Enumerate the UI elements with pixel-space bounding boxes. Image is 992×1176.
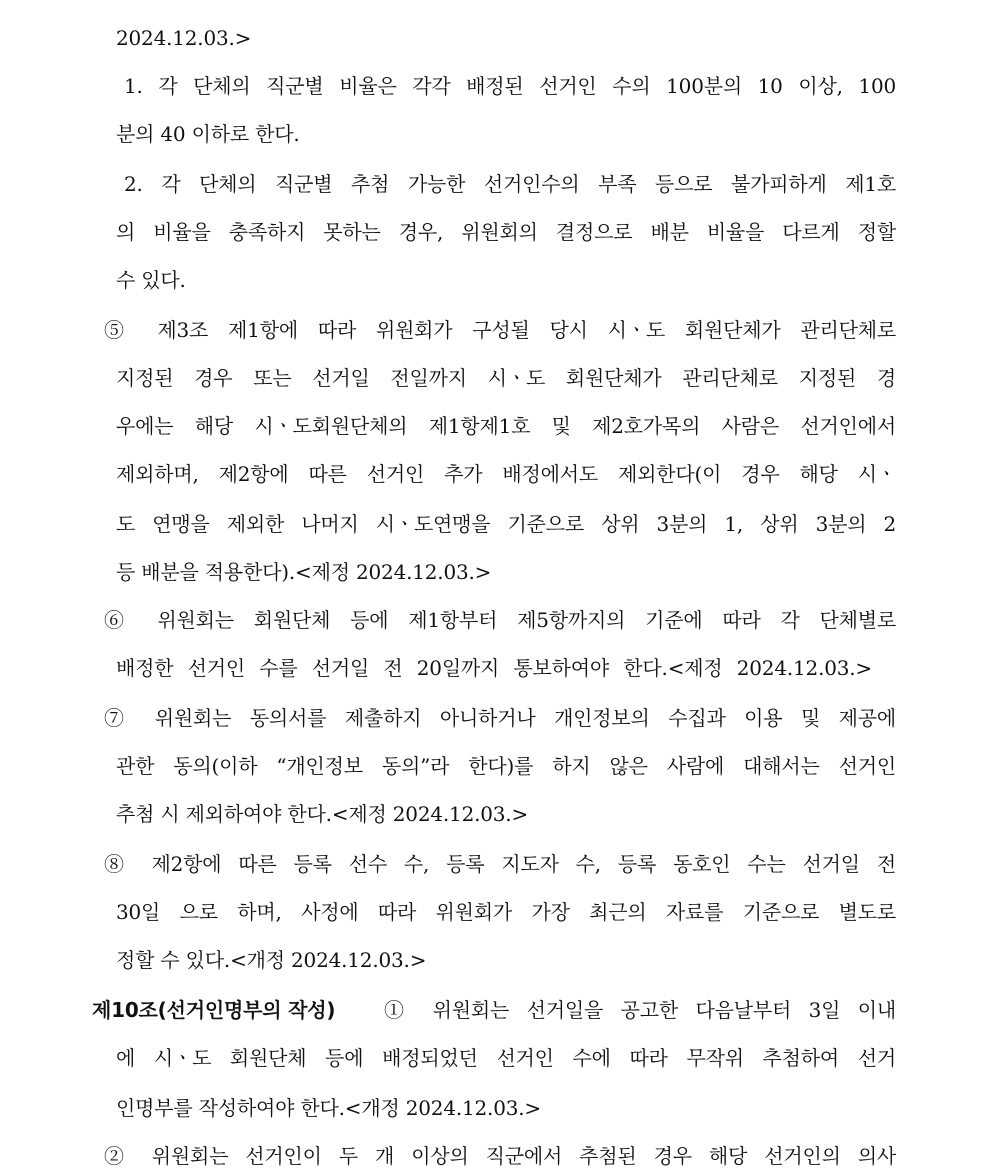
text-line: 분의 40 이하로 한다. [116,122,300,146]
text-line: ⑦ 위원회는 동의서를 제출하지 아니하거나 개인정보의 수집과 이용 및 제공에 [104,706,896,730]
text-line: 인명부를 작성하여야 한다.<개정 2024.12.03.> [116,1096,541,1120]
text-line: ⑧ 제2항에 따른 등록 선수 수, 등록 지도자 수, 등록 동호인 수는 선거일 전 [104,852,896,876]
text-line: 도 연맹을 제외한 나머지 시ㆍ도연맹을 기준으로 상위 3분의 1, 상위 3분의 2 [116,512,896,536]
text-line: 제외하며, 제2항에 따른 선거인 추가 배정에서도 제외한다(이 경우 해당 시ㆍ [116,462,896,486]
text-line: ⑥ 위원회는 회원단체 등에 제1항부터 제5항까지의 기준에 따라 각 단체별로 [104,608,896,632]
text-line: 지정된 경우 또는 선거일 전일까지 시ㆍ도 회원단체가 관리단체로 지정된 경 [116,366,896,390]
text-line: 수 있다. [116,268,186,292]
text-line: 1. 각 단체의 직군별 비율은 각각 배정된 선거인 수의 100분의 10 이상, 100 [124,74,896,98]
text-line: 등 배분을 적용한다).<제정 2024.12.03.> [116,560,492,584]
text-line: ① 위원회는 선거일을 공고한 다음날부터 3일 이내 [384,998,896,1022]
text-line: 2. 각 단체의 직군별 추첨 가능한 선거인수의 부족 등으로 불가피하게 제1호 [124,172,896,196]
text-line: 30일 으로 하며, 사정에 따라 위원회가 가장 최근의 자료를 기준으로 별도로 [116,900,896,924]
text-line: 배정한 선거인 수를 선거일 전 20일까지 통보하여야 한다.<제정 2024.12.03.> [116,656,872,680]
text-line: 에 시ㆍ도 회원단체 등에 배정되었던 선거인 수에 따라 무작위 추첨하여 선거 [116,1046,896,1070]
text-line: 정할 수 있다.<개정 2024.12.03.> [116,948,427,972]
text-line: 관한 동의(이하 “개인정보 동의”라 한다)를 하지 않은 사람에 대해서는 선거인 [116,754,896,778]
article-heading: 제10조(선거인명부의 작성) [92,998,336,1022]
text-line: ⑤ 제3조 제1항에 따라 위원회가 구성될 당시 시ㆍ도 회원단체가 관리단체로 [104,318,896,342]
text-line: ② 위원회는 선거인이 두 개 이상의 직군에서 추첨된 경우 해당 선거인의 의사 [104,1144,896,1168]
text-line: 의 비율을 충족하지 못하는 경우, 위원회의 결정으로 배분 비율을 다르게 정할 [116,220,896,244]
text-line: 우에는 해당 시ㆍ도회원단체의 제1항제1호 및 제2호가목의 사람은 선거인에서 [116,414,896,438]
text-line: 추첨 시 제외하여야 한다.<제정 2024.12.03.> [116,802,529,826]
text-line: 2024.12.03.> [116,26,252,50]
